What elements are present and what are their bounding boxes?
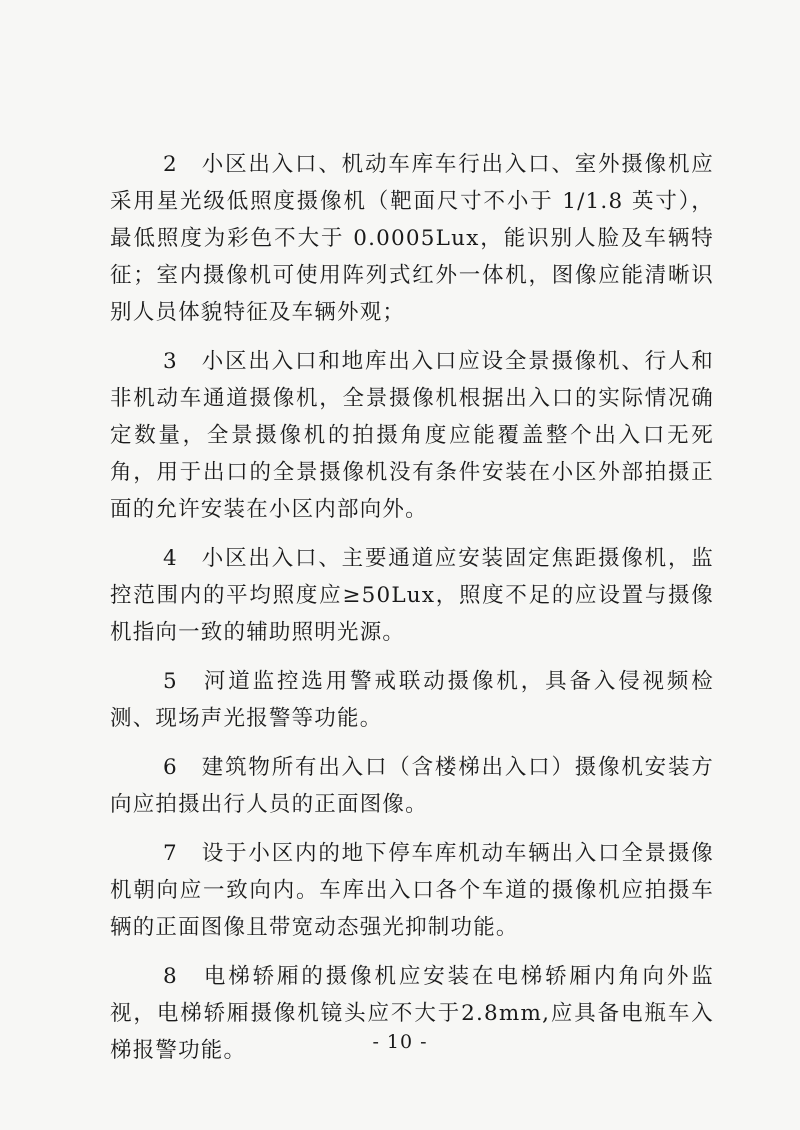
- paragraph-item-7: 7 设于小区内的地下停车库机动车辆出入口全景摄像机朝向应一致向内。车库出入口各个车道的摄像机应拍摄车辆的正面图像且带宽动态强光抑制功能。: [110, 841, 714, 940]
- paragraph-item-5: 5 河道监控选用警戒联动摄像机，具备入侵视频检测、现场声光报警等功能。: [110, 669, 714, 731]
- paragraph-item-6: 6 建筑物所有出入口（含楼梯出入口）摄像机安装方向应拍摄出行人员的正面图像。: [110, 755, 714, 817]
- paragraph-item-3: 3 小区出入口和地库出入口应设全景摄像机、行人和非机动车通道摄像机，全景摄像机根据出入口的实际情况确定数量，全景摄像机的拍摄角度应能覆盖整个出入口无死角，用于出口的全景摄像机没有条件安装在小区外部拍摄正面的允许安装在小区内部向外。: [110, 349, 714, 522]
- paragraph-item-8: 8 电梯轿厢的摄像机应安装在电梯轿厢内角向外监视，电梯轿厢摄像机镜头应不大于2.8mm,应具备电瓶车入梯报警功能。: [110, 964, 714, 1063]
- body-text: [110, 146, 714, 1081]
- page-number: - 10 -: [372, 1031, 428, 1053]
- paragraph-item-4: 4 小区出入口、主要通道应安装固定焦距摄像机，监控范围内的平均照度应≥50Lux，照度不足的应设置与摄像机指向一致的辅助照明光源。: [110, 546, 714, 645]
- paragraph-item-2: 2 小区出入口、机动车库车行出入口、室外摄像机应采用星光级低照度摄像机（靶面尺寸不小于 1/1.8 英寸），最低照度为彩色不大于 0.0005Lux，能识别人脸及车辆特征；室内摄像机可使用阵列式红外一体机，图像应能清晰识别人员体貌特征及车辆外观；: [110, 152, 714, 325]
